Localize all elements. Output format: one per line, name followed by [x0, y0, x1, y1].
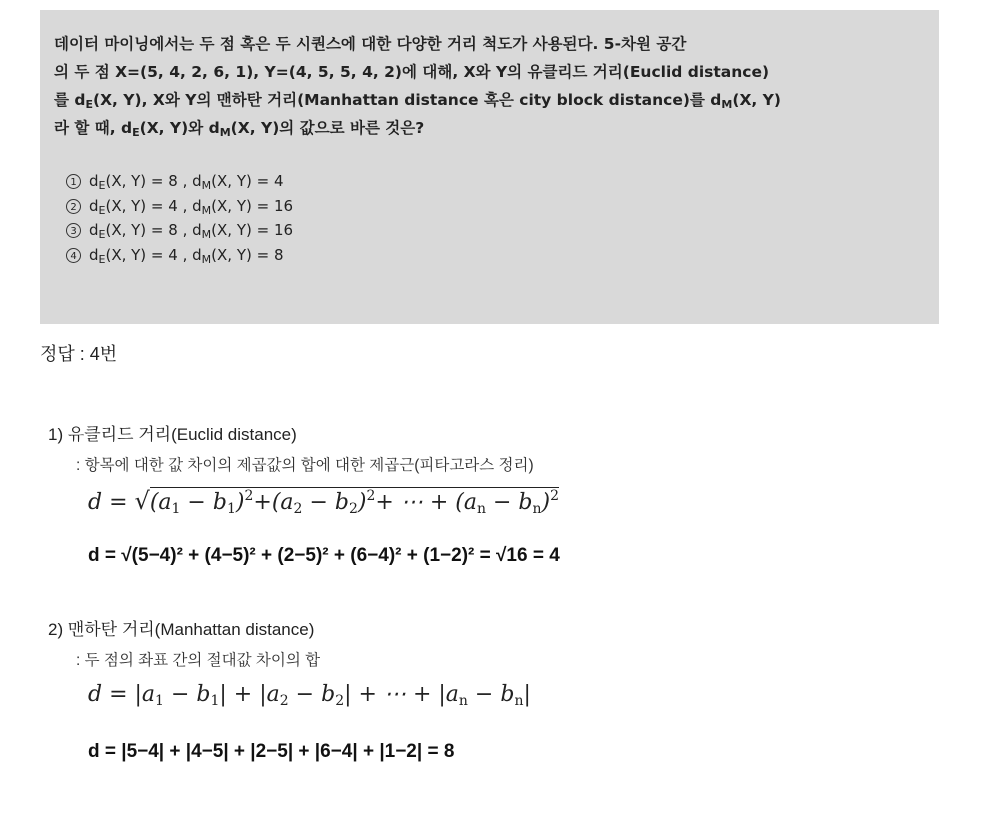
text: d [192, 245, 202, 264]
text: (X, Y) = [105, 221, 169, 239]
text: , [177, 196, 193, 215]
text: 라 할 때, d [54, 119, 133, 137]
choice-number: 2 [66, 199, 81, 214]
question-text [54, 30, 925, 142]
section-1-description: : 항목에 대한 값 차이의 제곱값의 합에 대한 제곱근(피타고라스 정리) [76, 457, 534, 474]
text: d [89, 172, 99, 190]
text: (X, Y), X와 Y의 맨하탄 거리(Manhattan distance 혹은 city block distance)를 d [92, 91, 722, 109]
subscript: E [85, 98, 93, 111]
text: (X, Y) = [105, 196, 169, 215]
choice-number: 4 [66, 248, 81, 263]
manhattan-calculation: d = |5−4| + |4−5| + |2−5| + |6−4| + |1−2| = 8 [88, 741, 455, 762]
choice-3[interactable] [66, 218, 925, 243]
subscript: M [201, 179, 212, 192]
choice-dm-value: 4 [273, 172, 284, 190]
subscript: E [98, 228, 106, 241]
subscript: M [219, 126, 231, 139]
section-2-description: : 두 점의 좌표 간의 절대값 차이의 합 [76, 652, 321, 669]
subscript: E [98, 252, 106, 266]
answer-label: 정답 : 4번 [40, 344, 118, 364]
text: 를 d [54, 91, 86, 109]
text: (X, Y) = [211, 172, 274, 190]
subscript: E [132, 126, 140, 139]
text: d [192, 196, 202, 215]
question-line-3 [54, 86, 925, 114]
manhattan-formula: d = |a1 − b1| + |a2 − b2| + ⋯ + |an − bn| [88, 682, 531, 709]
choice-dm-value: 16 [273, 221, 294, 239]
subscript: M [201, 228, 212, 241]
choice-dm-value: 16 [273, 196, 294, 215]
question-line-2: 의 두 점 X=(5, 4, 2, 6, 1), Y=(4, 5, 5, 4, 2)에 대해, X와 Y의 유클리드 거리(Euclid distance) [54, 63, 770, 81]
choice-1[interactable] [66, 169, 925, 194]
text: d [192, 221, 202, 239]
subscript: E [98, 203, 106, 217]
subscript: M [201, 203, 212, 217]
text: (X, Y)와 d [139, 119, 220, 137]
subscript: M [201, 252, 212, 266]
text: , [177, 245, 193, 264]
choice-dm-value: 8 [273, 245, 284, 264]
text: (X, Y) = [211, 221, 274, 239]
text: , [177, 172, 193, 190]
choice-2[interactable] [66, 194, 925, 219]
text: d [89, 196, 99, 215]
text: d [89, 245, 99, 264]
choice-number: 3 [66, 223, 81, 238]
text: (X, Y) = [105, 172, 169, 190]
choice-de-value: 4 [168, 196, 178, 215]
choice-4[interactable] [66, 243, 925, 268]
question-box [40, 10, 939, 324]
choice-de-value: 8 [168, 172, 178, 190]
text: (X, Y)의 값으로 바른 것은? [230, 119, 425, 137]
subscript: E [98, 179, 106, 192]
subscript: M [721, 98, 733, 111]
text: (X, Y) = [211, 245, 274, 264]
question-line-1: 데이터 마이닝에서는 두 점 혹은 두 시퀀스에 대한 다양한 거리 척도가 사용된다. 5-차원 공간 [54, 35, 687, 53]
choice-list [54, 169, 925, 267]
question-line-4 [54, 114, 925, 142]
euclid-calculation: d = √(5−4)² + (4−5)² + (2−5)² + (6−4)² + (1−2)² = √16 = 4 [88, 545, 560, 566]
choice-de-value: 4 [168, 245, 178, 264]
text: d [192, 172, 202, 190]
text: d [89, 221, 99, 239]
text: (X, Y) [732, 91, 781, 109]
choice-number: 1 [66, 174, 81, 189]
text: , [177, 221, 193, 239]
section-2-title: 2) 맨하탄 거리(Manhattan distance) [48, 620, 315, 639]
euclid-formula: $d = √(a1 - b1)^2+(a2 - b2)^2+$ ⋯ + (an − bn)$^2$ [88, 487, 560, 517]
text: (X, Y) = [105, 245, 169, 264]
text: (X, Y) = [211, 196, 274, 215]
section-1-title: 1) 유클리드 거리(Euclid distance) [48, 425, 297, 444]
choice-de-value: 8 [168, 221, 178, 239]
